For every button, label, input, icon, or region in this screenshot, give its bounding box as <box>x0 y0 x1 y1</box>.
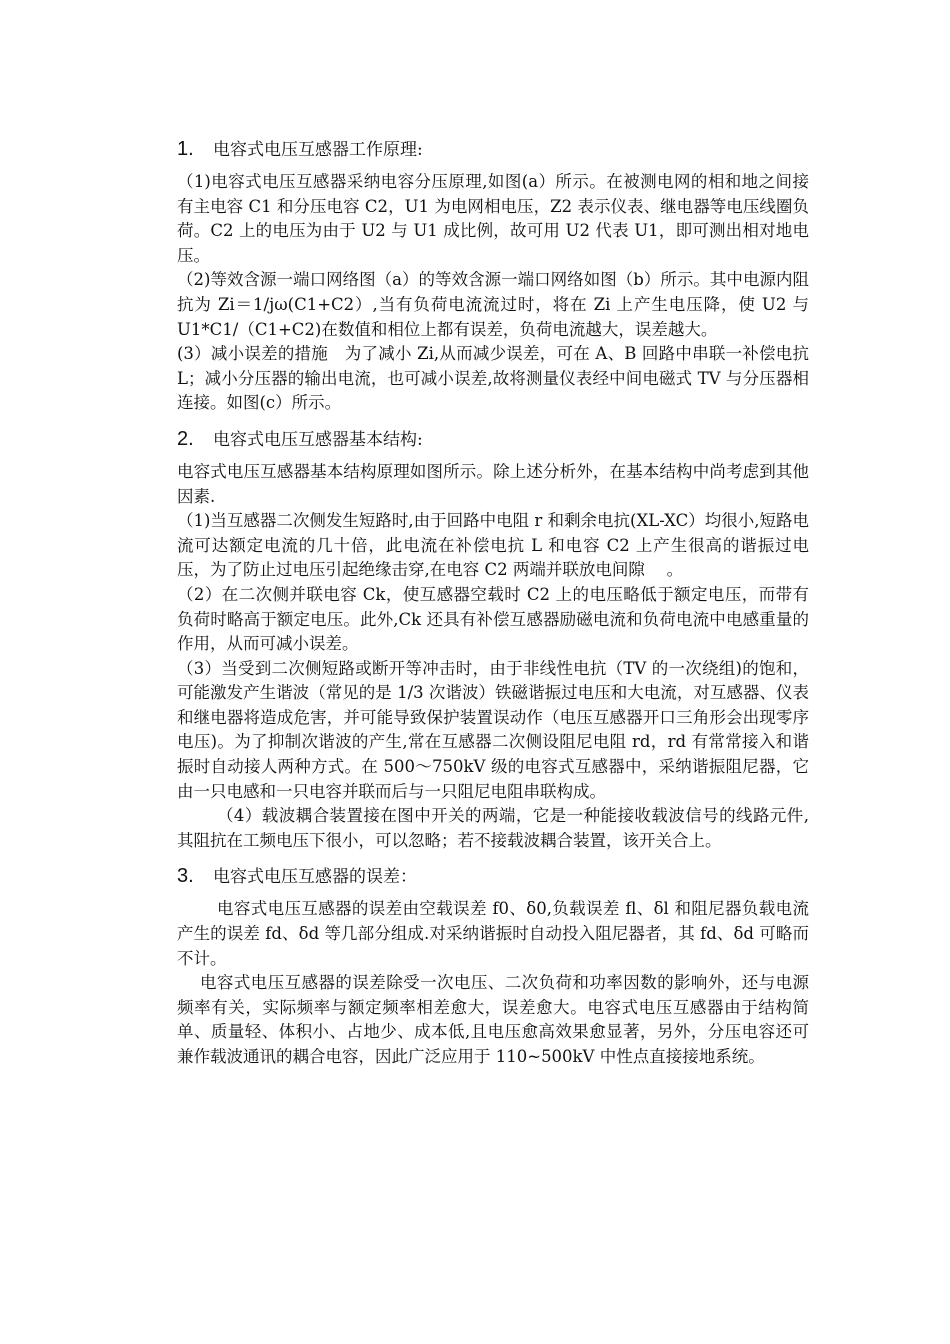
section-heading <box>177 136 809 163</box>
paragraph: 电容式电压互感器的误差除受一次电压、二次负荷和功率因数的影响外，还与电源频率有关，实际频率与额定频率相差愈大，误差愈大。电容式电压互感器由于结构简单、质量轻、体积小、占地少、成本低,且电压愈高效果愈显著，另外，分压电容还可兼作载波通讯的耦合电容，因此广泛应用于 110~500kV 中性点直接接地系统。 <box>177 973 809 1066</box>
paragraph: （2）在二次侧并联电容 Ck，使互感器空载时 C2 上的电压略低于额定电压，而带有负荷时略高于额定电压。此外,Ck 还具有补偿互感器励磁电流和负荷电流中电感重量的作用，从而可减小误差。 <box>177 584 809 654</box>
paragraph: (3）减小误差的措施 为了减小 Zi,从而减少误差，可在 A、B 回路中串联一补偿电抗 L；减小分压器的输出电流，也可减小误差,故将测量仪表经中间电磁式 TV 与分压器相连接。如图(c）所示。 <box>177 344 809 413</box>
section-title: 电容式电压互感器的误差： <box>213 867 417 888</box>
section-heading <box>177 863 809 890</box>
paragraph: 电容式电压互感器基本结构原理如图所示。除上述分析外，在基本结构中尚考虑到其他因素. <box>177 461 809 506</box>
paragraph: （2)等效含源一端口网络图（a）的等效含源一端口网络如图（b）所示。其中电源内阻抗为 Zi＝1/jω(C1+C2）,当有负荷电流流过时，将在 Zi 上产生电压降，使 U2 与 U1*C1/（C1+C2)在数值和相位上都有误差，负荷电流越大，误差越大。 <box>177 270 809 339</box>
section-title: 电容式电压互感器基本结构: <box>213 429 423 450</box>
paragraph: （1)当互感器二次侧发生短路时,由于回路中电阻 r 和剩余电抗(XL-XC）均很小,短路电流可达额定电流的几十倍，此电流在补偿电抗 L 和电容 C2 上产生很高的谐振过电压，为了防止过电压引起绝缘击穿,在电容 C2 两端并联放电间隙 。 <box>177 511 810 580</box>
section-1 <box>177 136 809 416</box>
section-3 <box>177 863 809 1069</box>
section-number: 2. <box>177 427 194 450</box>
section-2 <box>177 426 809 854</box>
section-number: 1. <box>177 138 194 160</box>
section-number: 3. <box>177 865 194 888</box>
paragraph: （3）当受到二次侧短路或断开等冲击时，由于非线性电抗（TV 的一次绕组)的饱和，可能激发产生谐波（常见的是 1/3 次谐波）铁磁谐振过电压和大电流，对互感器、仪表和继电器将造成危害，并可能导致保护装置误动作（电压互感器开口三角形会出现零序电压)。为了抑制次谐波的产生,常在互感器二次侧设阻尼电阻 rd，rd 有常常接入和谐振时自动接人两种方式。在 500～750kV 级的电容式互感器中，采纳谐振阻尼器，它由一只电感和一只电容并联而后与一只阻尼电阻串联构成。 <box>177 658 809 801</box>
paragraph: （1)电容式电压互感器采纳电容分压原理,如图(a）所示。在被测电网的相和地之间接有主电容 C1 和分压电容 C2，U1 为电网相电压，Z2 表示仪表、继电器等电压线圈负荷。C2 上的电压为由于 U2 与 U1 成比例，故可用 U2 代表 U1，即可测出相对地电压。 <box>177 172 809 265</box>
paragraph: 电容式电压互感器的误差由空载误差 f0、δ0,负载误差 fl、δl 和阻尼器负载电流产生的误差 fd、δd 等几部分组成.对采纳谐振时自动投入阻尼器者，其 fd、δd 可略而不计。 <box>177 899 809 968</box>
document-page <box>177 136 809 1080</box>
section-heading <box>177 426 809 453</box>
section-title: 电容式电压互感器工作原理: <box>213 140 423 160</box>
paragraph: （4）载波耦合装置接在图中开关的两端，它是一种能接收载波信号的线路元件,其阻抗在工频电压下很小，可以忽略；若不接载波耦合装置，该开关合上。 <box>177 806 809 850</box>
